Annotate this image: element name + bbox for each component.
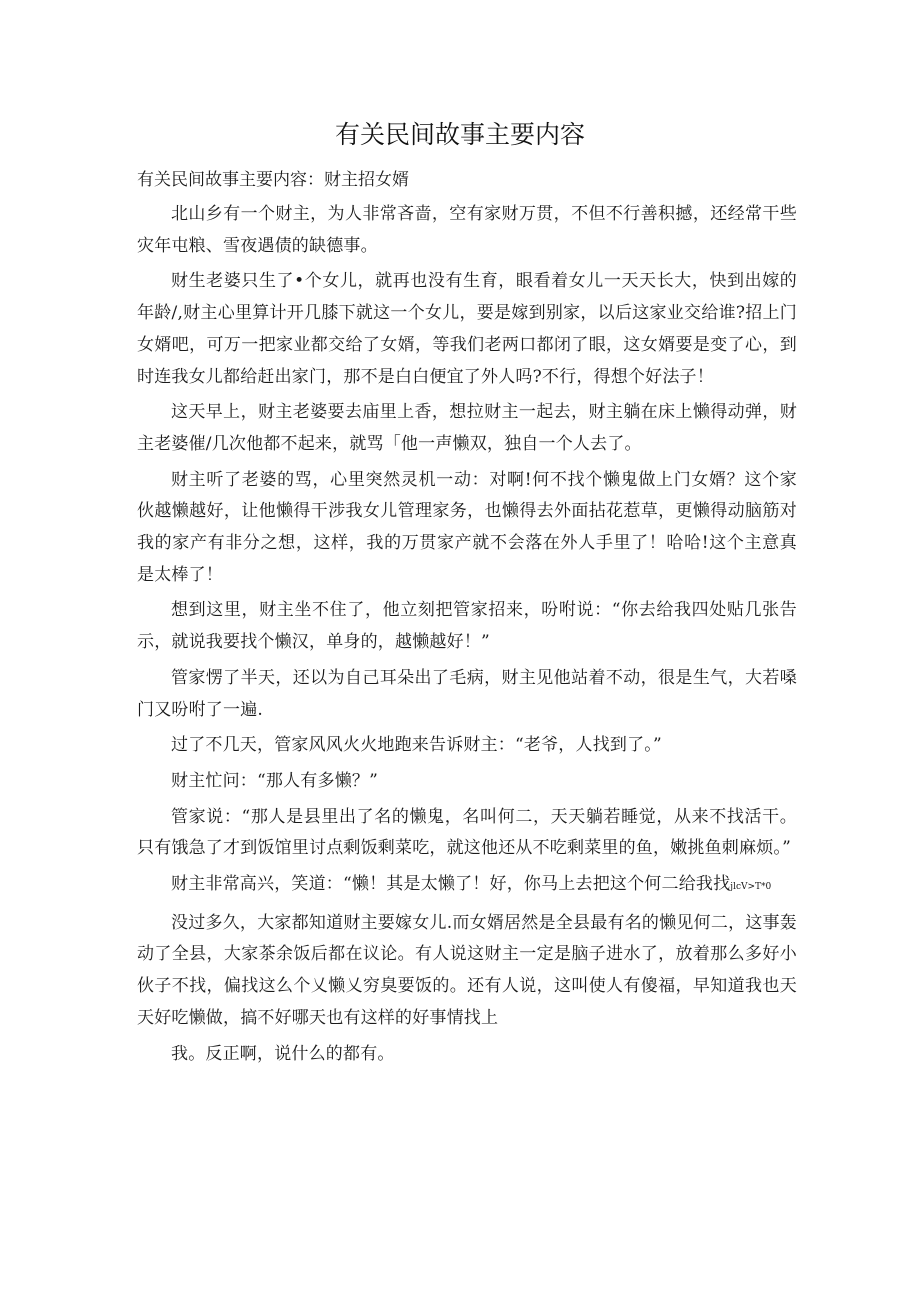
paragraph: 财主忙问：“那人有多懒？” [171,770,378,791]
paragraph: 管家愣了半天，还以为自己耳朵出了毛病，财主见他站着不动，很是生气，大若嗓门又吩咐了一遍. [137,667,797,720]
page-title: 有关民间故事主要内容 [334,120,585,149]
paragraph: 财生老婆只生了•个女儿，就再也没有生育，眼看着女儿一天天长大，快到出嫁的年龄/,财主心里算计开几膝下就这一个女儿，要是嫁到别家，以后这家业交给谁?招上门女婿吧，可万一把家业都交给了女婿，等我们老两口都闭了眼，这女婿要是变了心，到时连我女儿都给赶出家门，那不是白白便宜了外人吗?不行，得想个好法子！ [137,271,797,387]
paragraph: 北山乡有一个财主，为人非常吝啬，空有家财万贯，不但不行善积撼，还经常干些灾年屯粮、雪夜遇债的缺德事。 [137,204,797,256]
paragraph: 我。反正啊，说什么的都有。 [171,1043,395,1064]
paragraph: 财主听了老婆的骂，心里突然灵机一动：对啊!何不找个懒鬼做上门女婿？这个家伙越懒越好，让他懒得干涉我女儿管理家务，也懒得去外面拈花惹草，更懒得动脑筋对我的家产有非分之想，这样，我的万贯家产就不会落在外人手里了！哈哈!这个主意真是太棒了！ [137,469,797,585]
paragraph: 想到这里，财主坐不住了，他立刻把管家招来，吩咐说：“你去给我四处贴几张告示，就说我要找个懒汉，单身的，越懒越好！” [137,600,797,653]
paragraph: 过了不几天，管家风风火火地跑来告诉财主：“老爷，人找到了。” [171,735,662,756]
body-text [137,199,797,1074]
paragraph: 这天早上，财主老婆要去庙里上香，想拉财主一起去，财主躺在床上懒得动弹，财主老婆催/几次他都不起来，就骂「他一声懒双，独自一个人去了。 [137,402,797,454]
paragraph-main-text: 财主非常高兴，笑道：“懒！其是太懒了！好，你马上去把这个何二给我找 [171,874,731,895]
document-subtitle: 有关民间故事主要内容：财主招女婿 [137,170,409,190]
paragraph: 没过多久，大家都知道财主要嫁女儿.而女婿居然是全县最有名的懒见何二，这事轰动了全县，大家茶余饭后都在议论。有人说这财主一定是脑子进水了，放着那么多好小伙子不找，偏找这么个乂懒乂穷臭要饭的。还有人说，这叫使人有傻福，早知道我也天天好吃懒做，搞不好哪天也有这样的好事情找上 [137,912,797,1028]
paragraph-garbled-tail: jlcV>T*0 [730,882,772,893]
paragraph: 管家说：“那人是县里出了名的懒鬼，名叫何二，天天躺若睡觉，从来不找活干。只有饿急了才到饭馆里讨点剩饭剩菜吃，就这他还从不吃剩菜里的鱼，嫩挑鱼刺麻烦。” [137,806,797,859]
paragraph [137,869,797,904]
